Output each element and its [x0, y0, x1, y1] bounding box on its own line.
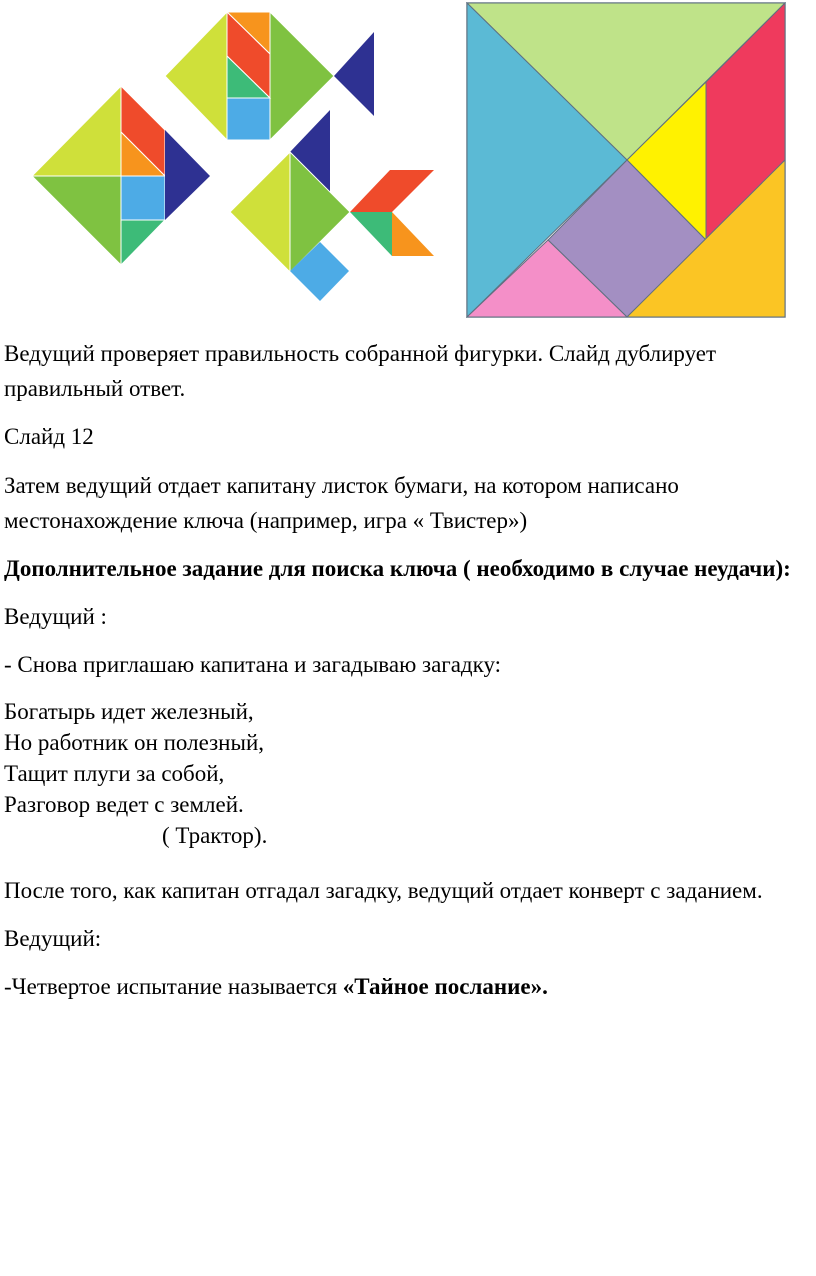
paragraph-check-figure: Ведущий проверяет правильность собранной фигурки. Слайд дублирует правильный ответ.	[4, 341, 717, 401]
fish2-teal-piece	[121, 220, 165, 265]
heading-additional-task: Дополнительное задание для поиска ключа ( необходимо в случае неудачи):	[4, 556, 791, 581]
fish1-tail	[334, 32, 374, 116]
fish3-red-piece	[350, 170, 434, 212]
paragraph-key-location: Затем ведущий отдает капитану листок бумаги, на котором написано местонахождение ключа (например, игра « Твистер»)	[4, 473, 679, 533]
poem-line: Но работник он полезный,	[4, 730, 264, 755]
paragraph-riddle-intro: - Снова приглашаю капитана и загадываю загадку:	[4, 652, 502, 677]
paragraph-fourth-trial	[4, 969, 810, 1004]
poem-line: Разговор ведет с землей.	[4, 792, 244, 817]
slide-number: Слайд 12	[4, 424, 94, 449]
fish1-lime-triangle	[165, 12, 227, 140]
speaker-label-2: Ведущий:	[4, 926, 102, 951]
fish3-orange-piece	[392, 212, 434, 256]
tangram-figures	[0, 0, 816, 330]
fish3-teal-piece	[350, 212, 392, 256]
fish3-lime-triangle	[230, 152, 290, 272]
riddle-answer: ( Трактор).	[162, 823, 268, 848]
document-body	[4, 336, 810, 1004]
fourth-trial-prefix: -Четвертое испытание называется	[4, 974, 343, 999]
poem-line: Богатырь идет железный,	[4, 699, 254, 724]
fish2-lime-triangle	[32, 86, 121, 176]
tangram-fish-figures	[20, 8, 450, 308]
fish2-green-triangle	[32, 176, 121, 265]
paragraph-envelope: После того, как капитан отгадал загадку, ведущий отдает конверт с заданием.	[4, 878, 763, 903]
secret-message-title: «Тайное послание».	[342, 974, 548, 999]
riddle-poem	[4, 696, 810, 851]
tangram-square	[466, 2, 786, 318]
speaker-label: Ведущий :	[4, 604, 107, 629]
poem-line: Тащит плуги за собой,	[4, 761, 225, 786]
fish2-blue-square	[121, 176, 165, 220]
fish2-navy-piece	[165, 130, 210, 220]
fish1-blue-square	[227, 98, 270, 140]
